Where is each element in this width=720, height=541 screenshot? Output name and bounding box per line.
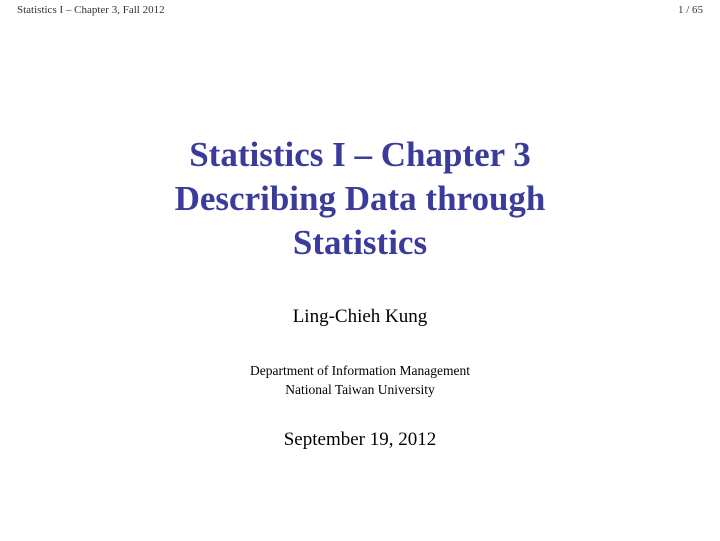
- slide-title: [0, 133, 720, 265]
- title-line-1: Statistics I – Chapter 3: [189, 135, 531, 174]
- author-name: Ling-Chieh Kung: [292, 306, 428, 327]
- author-affiliation: [0, 361, 720, 399]
- header-short-title: Statistics I – Chapter 3, Fall 2012: [17, 4, 165, 16]
- slide-header: [0, 0, 720, 20]
- affiliation-department: Department of Information Management: [249, 363, 471, 378]
- title-line-2: Describing Data through: [174, 179, 546, 218]
- presentation-date: September 19, 2012: [283, 429, 437, 450]
- header-page-indicator: 1 / 65: [677, 4, 703, 16]
- title-line-3: Statistics: [292, 223, 428, 262]
- affiliation-university: National Taiwan University: [285, 382, 435, 397]
